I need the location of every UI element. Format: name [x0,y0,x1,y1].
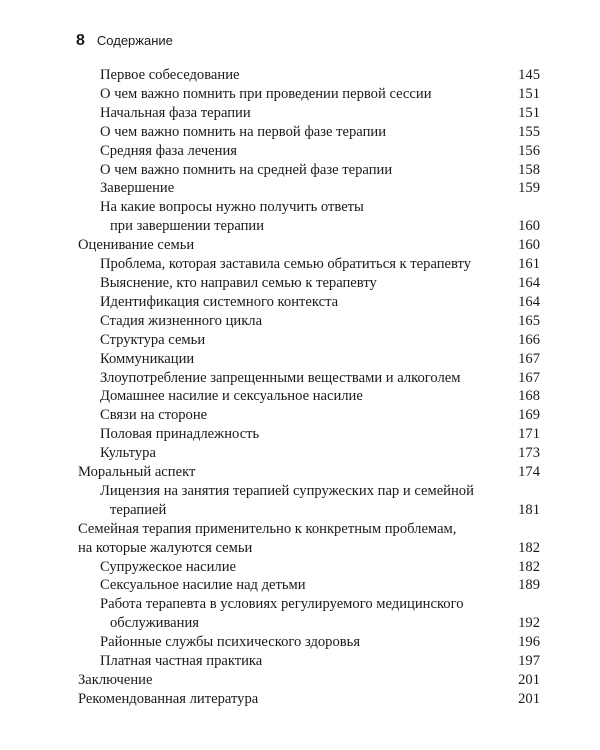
toc-entry-title [78,161,514,180]
toc-subsection [78,312,540,331]
toc-entry-line: Связи на стороне [100,407,208,424]
toc-section [78,520,540,558]
toc-page-number: 197 [518,653,540,670]
toc-page-number: 155 [518,123,540,140]
toc-subsection [78,142,540,161]
toc-page-number: 160 [518,237,540,254]
toc-entry-line: Первое собеседование [100,67,240,83]
toc-entry-title [78,104,514,123]
page-number: 8 [76,32,85,49]
toc-entry-line: на которые жалуются семьи [78,539,253,556]
toc-entry-line: Лицензия на занятия терапией супружеских пар и семейной [100,482,474,499]
toc-subsection [78,633,540,652]
toc-entry-line: Завершение [100,180,175,197]
toc-subsection [78,331,540,350]
toc-page-number: 182 [518,558,540,575]
toc-entry-line: Выяснение, кто направил семью к терапевту [100,274,377,291]
toc-entry-line: Коммуникации [100,350,195,367]
toc-entry-title [78,236,514,255]
toc-entry-line: Моральный аспект [78,464,196,481]
toc-subsection [78,387,540,406]
toc-entry-line: Супружеское насилие [100,558,236,575]
toc-subsection [78,274,540,293]
toc-page-number: 189 [518,577,540,594]
toc-page-number: 168 [518,388,540,405]
toc-entry-line: Злоупотребление запрещенными веществами и алкоголем [100,369,461,386]
toc-entry-title [78,331,514,350]
toc-entry-line: Платная частная практика [100,653,263,670]
toc-entry-line: Рекомендованная литература [78,690,259,707]
toc-entry-title [78,179,514,198]
toc-subsection [78,85,540,104]
toc-page-number: 173 [518,445,540,462]
toc-page-number: 165 [518,312,540,329]
toc-page-number: 160 [518,218,540,235]
toc-entry-line: Начальная фаза терапии [100,104,251,121]
toc-entry-line: Средняя фаза лечения [100,142,237,159]
toc-entry-line: терапией [110,501,167,518]
toc-subsection [78,406,540,425]
toc-subsection [78,652,540,671]
toc-page-number: 164 [518,274,540,291]
toc-entry-line: Домашнее насилие и сексуальное насилие [100,388,363,405]
toc-entry-title [78,595,514,633]
toc-page-number: 158 [518,161,540,178]
toc-entry-title [78,312,514,331]
toc-entry-title [78,463,514,482]
toc-entry-line: Районные службы психического здоровья [100,634,361,651]
toc-subsection [78,369,540,388]
toc-page-number: 201 [518,690,540,707]
toc-page-number: 196 [518,634,540,651]
toc-subsection [78,425,540,444]
toc-entry-title [78,387,514,406]
toc-entry-line: Половая принадлежность [100,426,260,443]
toc-entry-line: Работа терапевта в условиях регулируемого медицинского [100,596,464,613]
toc-entry-line: Стадия жизненного цикла [100,312,263,329]
toc-subsection [78,104,540,123]
toc-entry-line: Культура [100,445,156,462]
toc-entry-line: Семейная терапия применительно к конкретным проблемам, [78,520,457,537]
page-header [76,32,173,50]
toc-page-number: 181 [518,501,540,518]
toc-subsection [78,66,540,85]
toc-page-number: 161 [518,256,540,273]
toc-subsection [78,161,540,180]
toc-entry-title [78,274,514,293]
toc-entry-title [78,142,514,161]
toc-entry-title [78,633,514,652]
toc-entry-line: О чем важно помнить при проведении первой сессии [100,85,432,102]
toc-page-number: 182 [518,539,540,556]
toc-section [78,463,540,482]
table-of-contents [78,66,540,709]
toc-subsection [78,179,540,198]
toc-entry-title [78,369,514,388]
toc-entry-title [78,520,514,558]
toc-entry-title [78,576,514,595]
toc-entry-title [78,444,514,463]
toc-entry-title [78,85,514,104]
toc-page-number: 167 [518,350,540,367]
toc-subsection [78,350,540,369]
toc-entry-title [78,652,514,671]
toc-page-number: 145 [518,67,540,83]
toc-entry-line: На какие вопросы нужно получить ответы [100,199,364,216]
toc-page-number: 174 [518,464,540,481]
toc-subsection [78,576,540,595]
toc-entry-title [78,482,514,520]
toc-page-number: 169 [518,407,540,424]
toc-subsection [78,293,540,312]
toc-entry-line: Сексуальное насилие над детьми [100,577,306,594]
toc-entry-line: Структура семьи [100,331,206,348]
toc-entry-line: Заключение [78,672,153,688]
running-title: Содержание [96,33,173,48]
toc-subsection [78,482,540,520]
toc-entry-line: О чем важно помнить на первой фазе терапии [100,123,387,140]
toc-entry-title [78,406,514,425]
toc-entry-title [78,123,514,142]
toc-page-number: 156 [518,142,540,159]
toc-entry-line: Проблема, которая заставила семью обратиться к терапевту [100,256,472,273]
toc-section [78,671,540,690]
toc-page-number: 151 [518,85,540,102]
toc-entry-title [78,66,514,85]
toc-entry-title [78,425,514,444]
toc-entry-title [78,255,514,274]
toc-entry-line: при завершении терапии [110,218,265,235]
toc-page-number: 167 [518,369,540,386]
toc-subsection [78,198,540,236]
toc-entry-title [78,350,514,369]
toc-subsection [78,444,540,463]
toc-entry-title [78,690,514,709]
toc-entry-title [78,293,514,312]
toc-section [78,690,540,709]
toc-page-number: 151 [518,104,540,121]
toc-subsection [78,558,540,577]
toc-page-number: 166 [518,331,540,348]
toc-page-number: 201 [518,672,540,688]
toc-subsection [78,595,540,633]
toc-entry-title [78,558,514,577]
toc-page-number: 171 [518,426,540,443]
toc-entry-line: Идентификация системного контекста [100,293,339,310]
toc-page-number: 164 [518,293,540,310]
toc-page-number: 192 [518,615,540,632]
toc-entry-title [78,198,514,236]
toc-entry-line: обслуживания [110,615,199,632]
toc-section [78,236,540,255]
toc-page-number: 159 [518,180,540,197]
toc-entry-line: Оценивание семьи [78,237,195,254]
toc-subsection [78,123,540,142]
toc-entry-line: О чем важно помнить на средней фазе терапии [100,161,393,178]
toc-entry-title [78,671,514,690]
toc-subsection [78,255,540,274]
